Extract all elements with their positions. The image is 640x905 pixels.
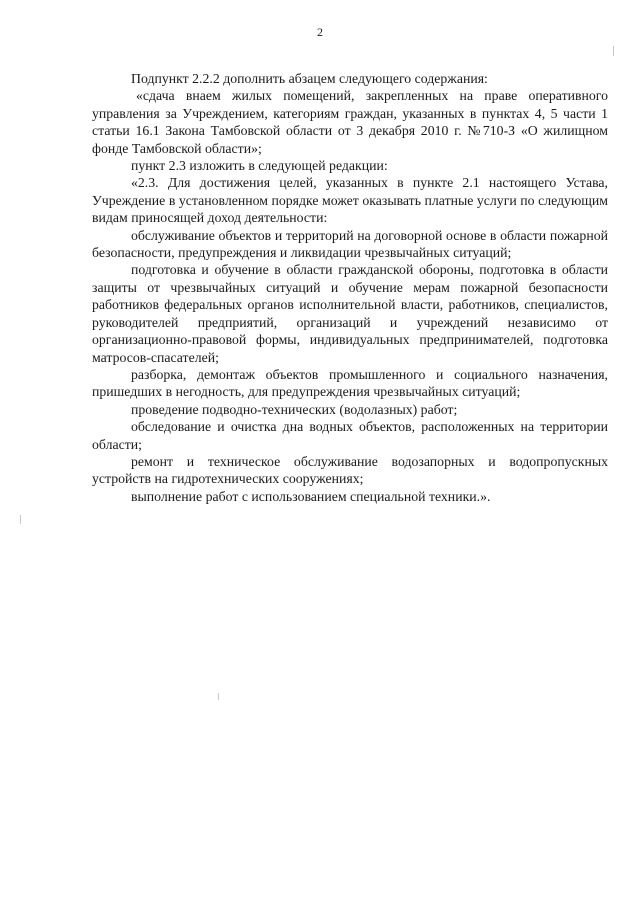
paragraph-clause-2-3-text: «2.3. Для достижения целей, указанных в пункте 2.1 настоящего Устава, Учреждение в установленном порядке может оказывать платные услуги по следующим видам приносящей доход деятельности:: [92, 175, 608, 226]
scan-mark: [613, 46, 614, 56]
scan-mark: [20, 515, 21, 524]
paragraph-special-equipment-works: выполнение работ с использованием специальной техники.».: [131, 488, 491, 504]
paragraph-hydraulic-repair: ремонт и техническое обслуживание водозапорных и водопропускных устройств на гидротехнических сооружениях;: [92, 453, 608, 487]
paragraph-clause-2-3-intro: пункт 2.3 изложить в следующей редакции:: [131, 158, 388, 174]
paragraph-fire-safety-service: обслуживание объектов и территорий на договорной основе в области пожарной безопасности, предупреждения и ликвидации чрезвычайных ситуаций;: [92, 227, 608, 261]
document-body: [92, 70, 608, 505]
paragraph-diving-works: проведение подводно-технических (водолазных) работ;: [131, 401, 458, 417]
scan-mark: [218, 693, 219, 700]
paragraph-water-bottom-cleaning: обследование и очистка дна водных объектов, расположенных на территории области;: [92, 419, 608, 452]
paragraph-dismantling-works: разборка, демонтаж объектов промышленного и социального назначения, пришедших в негодность, для предупреждения чрезвычайных ситуаций;: [92, 366, 608, 400]
paragraph-subclause-2-2-2: Подпункт 2.2.2 дополнить абзацем следующего содержания:: [131, 71, 488, 86]
paragraph-rental-clause: «сдача внаем жилых помещений, закрепленных на праве оперативного управления за Учреждением, категориям граждан, указанных в пунктах 4, 5 части 1 статьи 16.1 Закона Тамбовской области от 3 декабря 2010 г. №710-З «О жилищном фонде Тамбовской области»;: [92, 88, 608, 156]
paragraph-civil-defense-training: подготовка и обучение в области гражданской обороны, подготовка в области защиты от чрезвычайных ситуаций и обучение мерам пожарной безопасности работников федеральных органов исполнительной власти, работников, специалистов, руководителей предприятий, организаций и учреждений независимо от организационно-правовой формы, индивидуальных предпринимателей, подготовка матросов-спасателей;: [92, 262, 608, 365]
page-number: 2: [317, 25, 323, 39]
